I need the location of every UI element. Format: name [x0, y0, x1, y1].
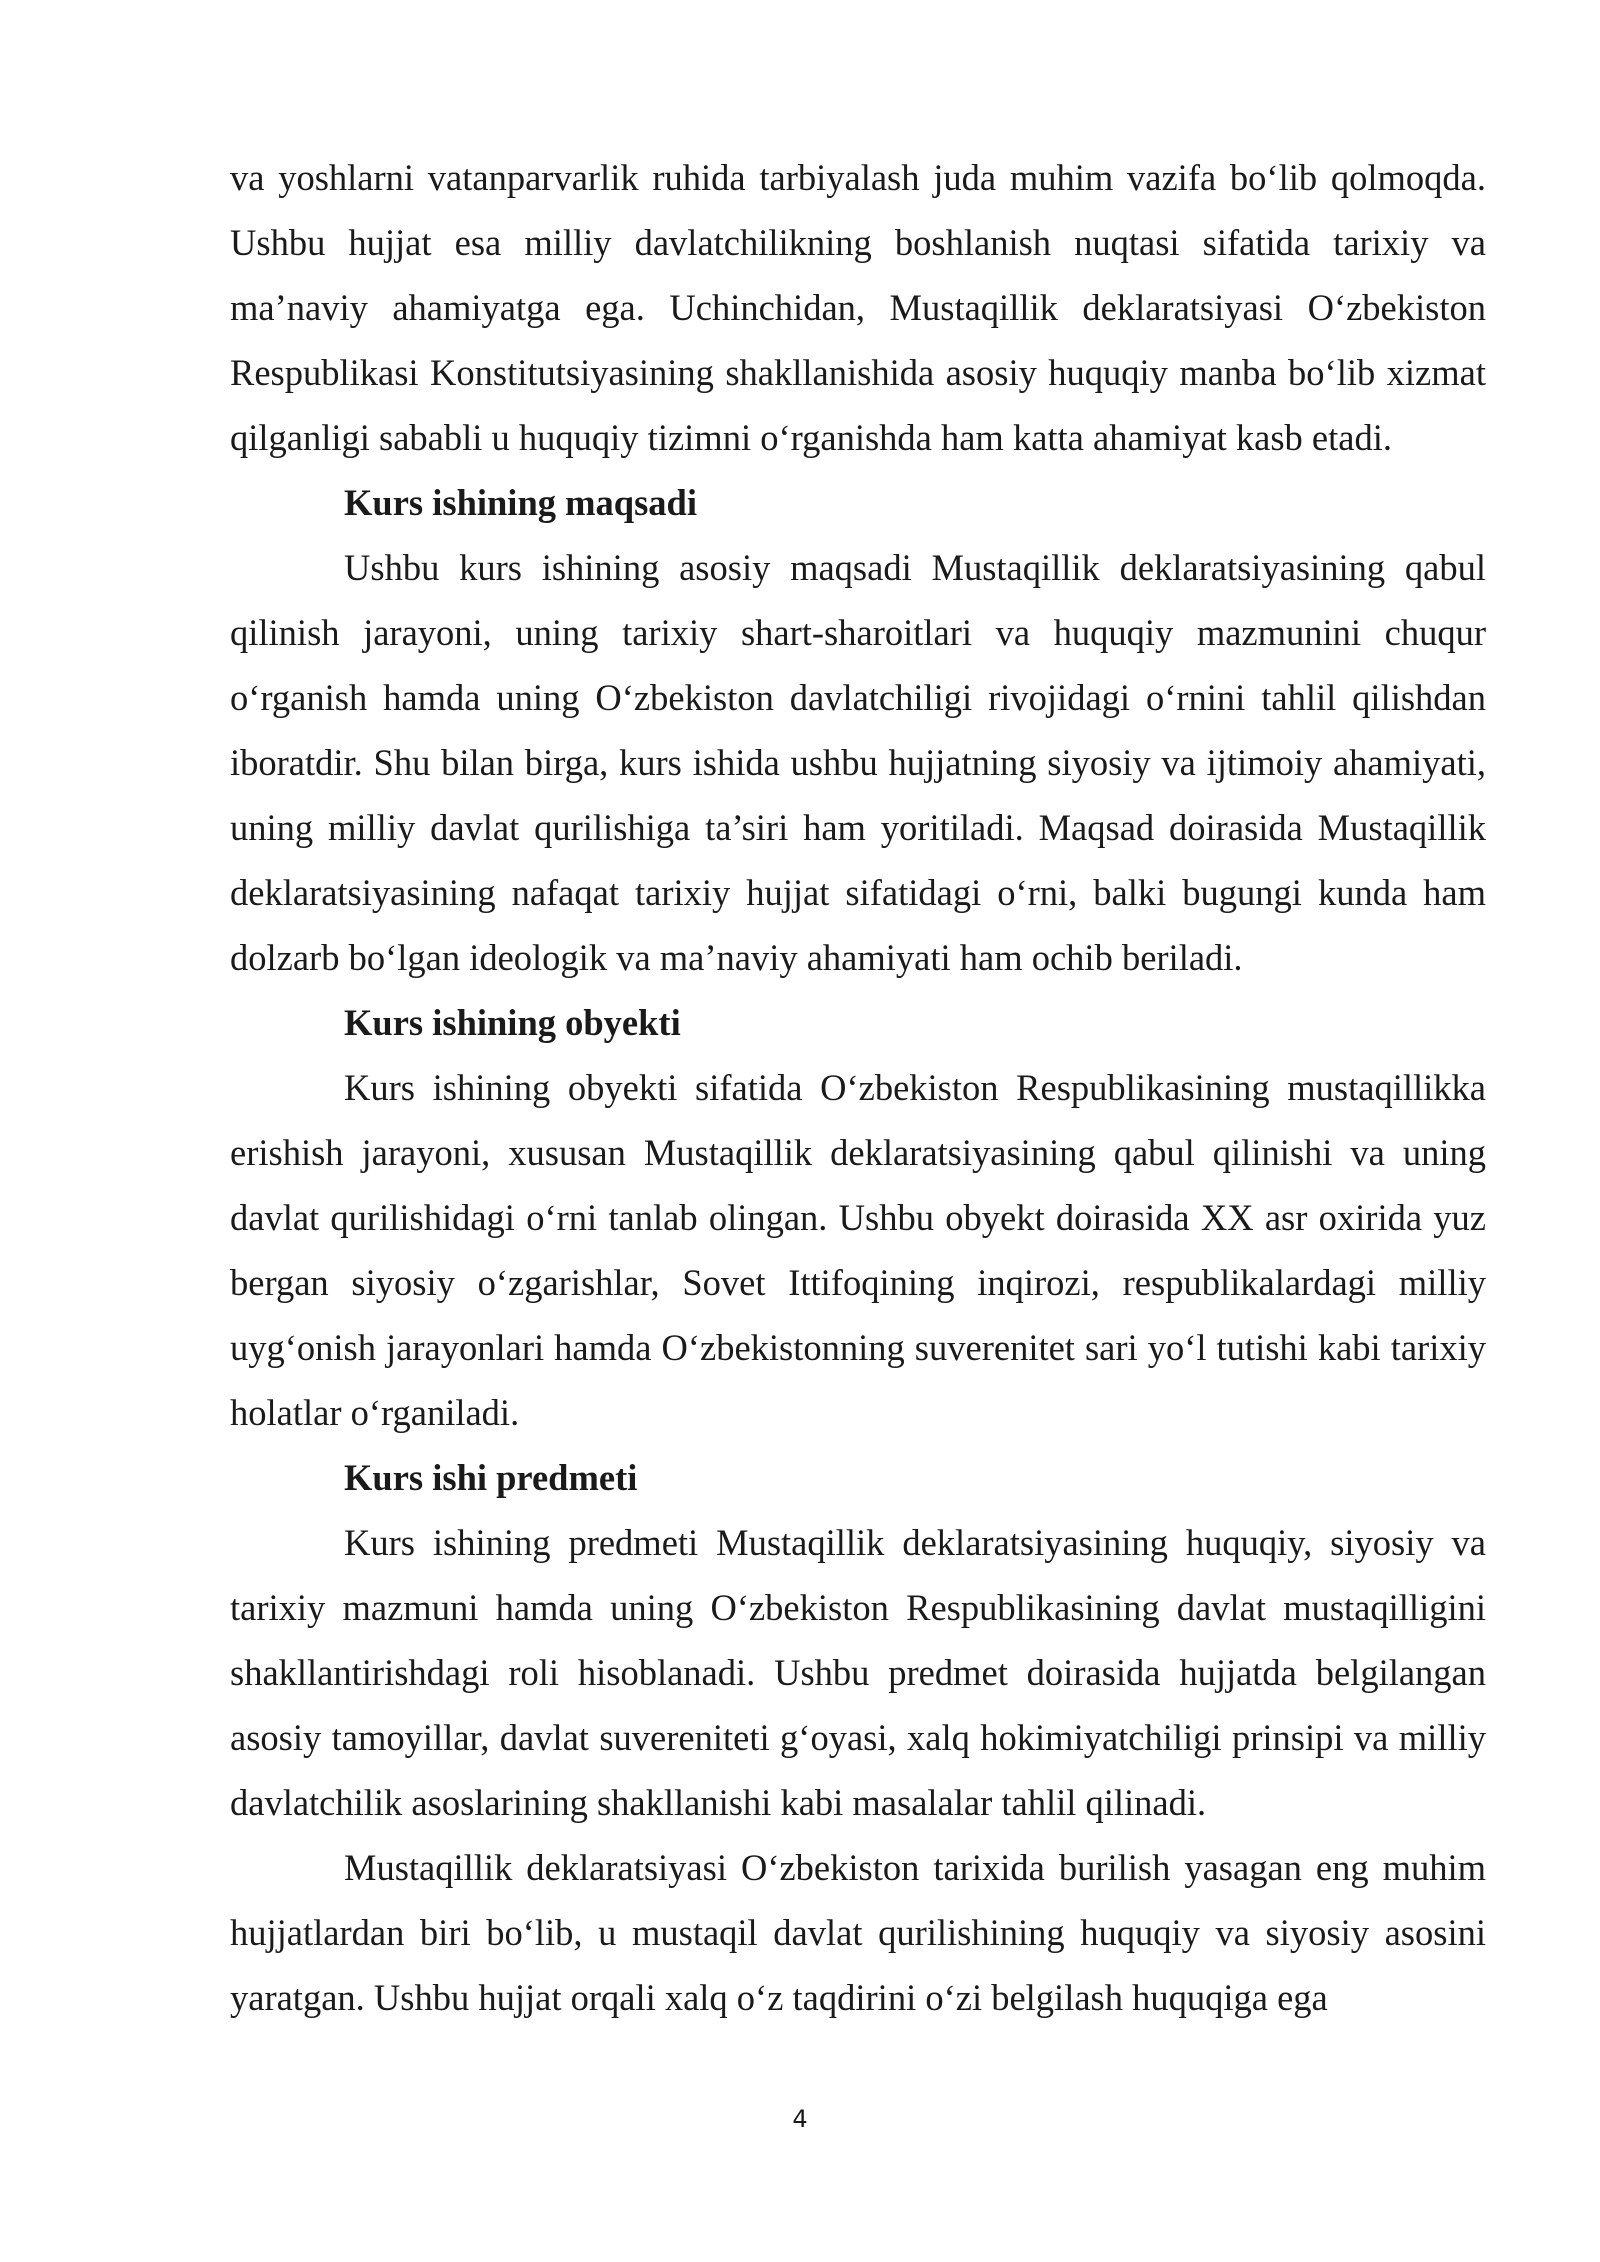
body-paragraph-goal: Ushbu kurs ishining asosiy maqsadi Mustaqillik deklaratsiyasining qabul qilinish jarayoni, uning tarixiy shart-sharoitlari va huquqiy mazmunini chuqur o‘rganish hamda uning O‘zbekiston davlatchiligi rivojidagi o‘rnini tahlil qilishdan iboratdir. Shu bilan birga, kurs ishida ushbu hujjatning siyosiy va ijtimoiy ahamiyati, uning milliy davlat qurilishiga ta’siri ham yoritiladi. Maqsad doirasida Mustaqillik deklaratsiyasining nafaqat tarixiy hujjat sifatidagi o‘rni, balki bugungi kunda ham dolzarb bo‘lgan ideologik va ma’naviy ahamiyati ham ochib beriladi. [230, 547, 1486, 978]
body-paragraph-closing: Mustaqillik deklaratsiyasi O‘zbekiston tarixida burilish yasagan eng muhim hujjatlardan biri bo‘lib, u mustaqil davlat qurilishining huquqiy va siyosiy asosini yaratgan. Ushbu hujjat orqali xalq o‘z taqdirini o‘zi belgilash huquqiga ega [230, 1847, 1486, 2018]
section-heading-subject: Kurs ishi predmeti [344, 1457, 638, 1498]
page-number: 4 [792, 2105, 808, 2133]
body-paragraph-intro: va yoshlarni vatanparvarlik ruhida tarbiyalash juda muhim vazifa bo‘lib qolmoqda. Ushbu hujjat esa milliy davlatchilikning boshlanish nuqtasi sifatida tarixiy va ma’naviy ahamiyatga ega. Uchinchidan, Mustaqillik deklaratsiyasi O‘zbekiston Respublikasi Konstitutsiyasining shakllanishida asosiy huquqiy manba bo‘lib xizmat qilganligi sababli u huquqiy tizimni o‘rganishda ham katta ahamiyat kasb etadi. [230, 157, 1486, 458]
section-heading-goal: Kurs ishining maqsadi [344, 482, 697, 523]
body-paragraph-subject: Kurs ishining predmeti Mustaqillik deklaratsiyasining huquqiy, siyosiy va tarixiy mazmuni hamda uning O‘zbekiston Respublikasining davlat mustaqilligini shakllantirishdagi roli hisoblanadi. Ushbu predmet doirasida hujjatda belgilangan asosiy tamoyillar, davlat suvereniteti g‘oyasi, xalq hokimiyatchiligi prinsipi va milliy davlatchilik asoslarining shakllanishi kabi masalalar tahlil qilinadi. [230, 1522, 1486, 1823]
body-paragraph-object: Kurs ishining obyekti sifatida O‘zbekiston Respublikasining mustaqillikka erishish jarayoni, xususan Mustaqillik deklaratsiyasining qabul qilinishi va uning davlat qurilishidagi o‘rni tanlab olingan. Ushbu obyekt doirasida XX asr oxirida yuz bergan siyosiy o‘zgarishlar, Sovet Ittifoqining inqirozi, respublikalardagi milliy uyg‘onish jarayonlari hamda O‘zbekistonning suverenitet sari yo‘l tutishi kabi tarixiy holatlar o‘rganiladi. [230, 1067, 1486, 1433]
document-page [230, 145, 1486, 2030]
section-heading-object: Kurs ishining obyekti [344, 1002, 681, 1043]
